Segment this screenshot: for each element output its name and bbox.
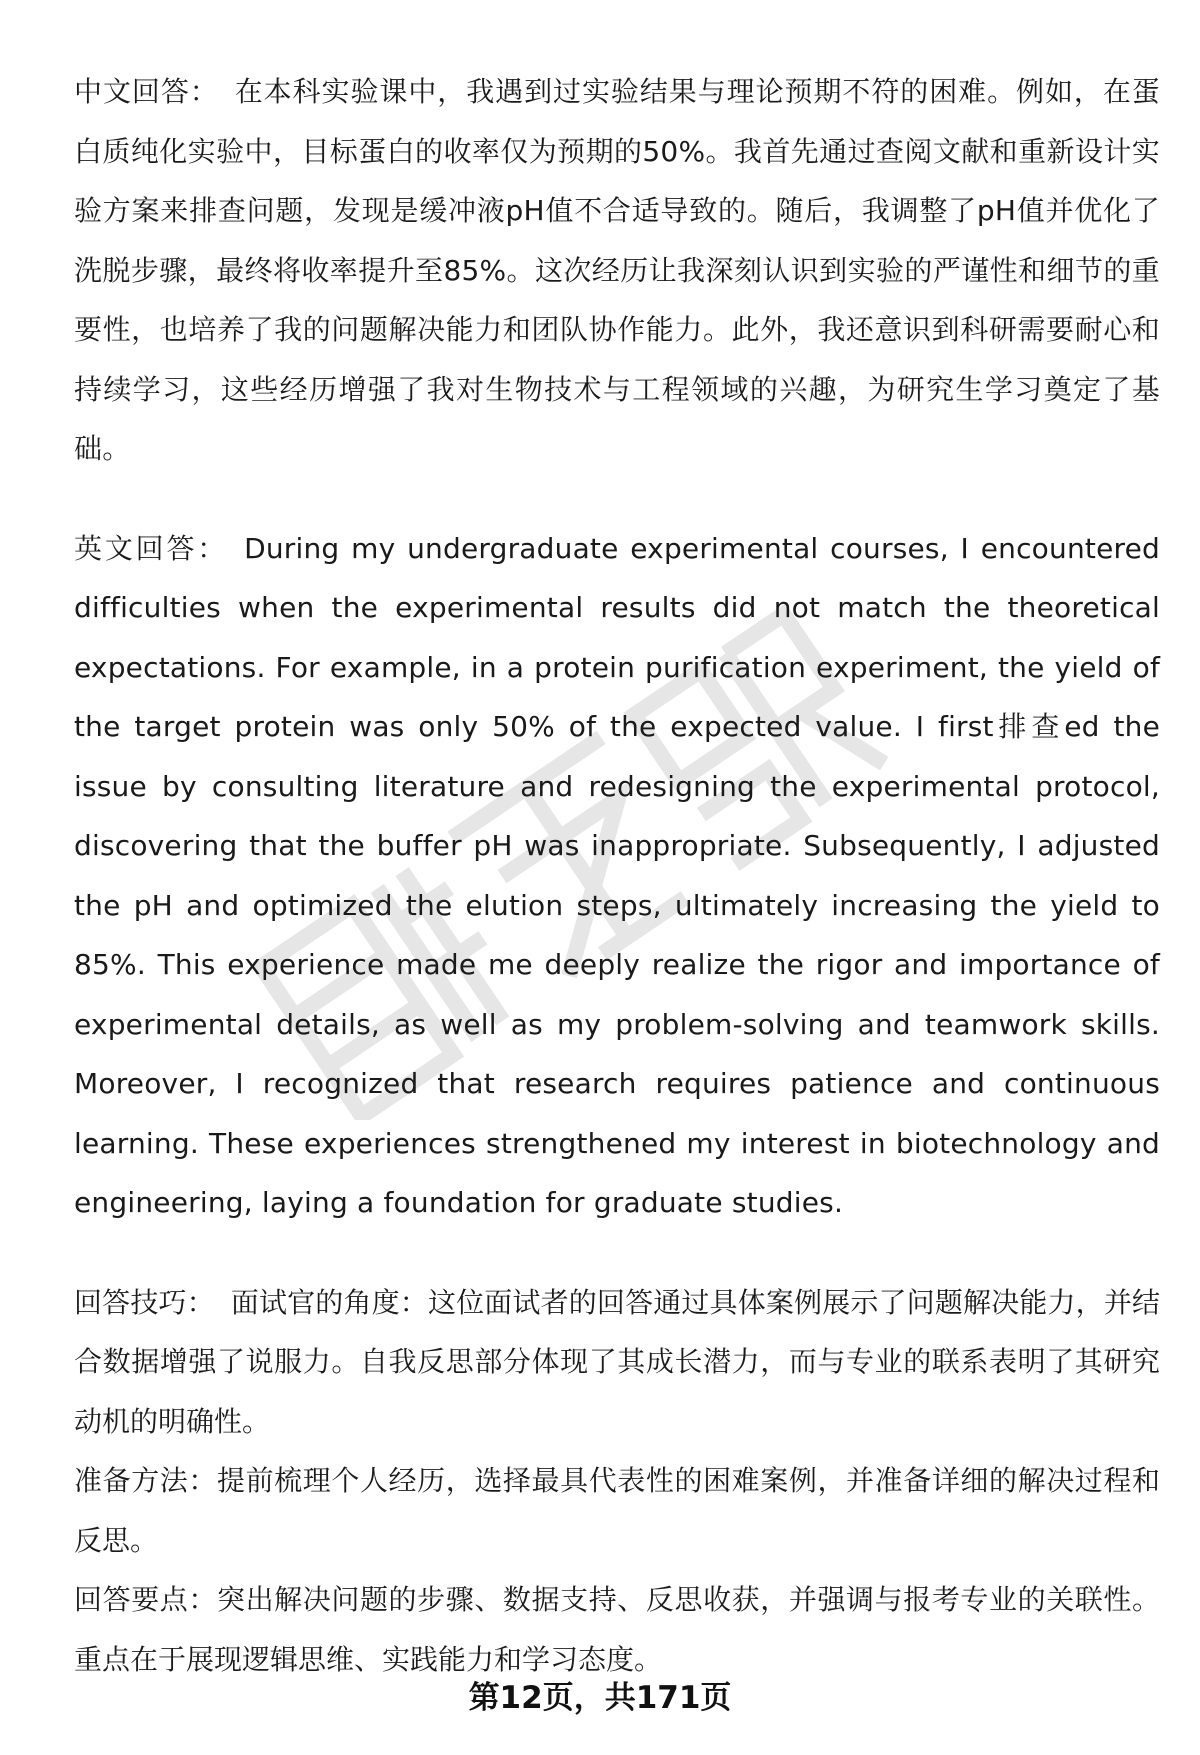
page-number: 第12页，共171页 <box>468 1680 732 1716</box>
chinese-answer-text: 在本科实验课中，我遇到过实验结果与理论预期不符的困难。例如，在蛋白质纯化实验中，目标蛋白的收率仅为预期的50%。我首先通过查阅文献和重新设计实验方案来排查问题，发现是缓冲液pH值不合适导致的。随后，我调整了pH值并优化了洗脱步骤，最终将收率提升至85%。这次经历让我深刻认识到实验的严谨性和细节的重要性，也培养了我的问题解决能力和团队协作能力。此外，我还意识到科研需要耐心和持续学习，这些经历增强了我对生物技术与工程领域的兴趣，为研究生学习奠定了基础。 <box>74 75 1160 465</box>
answer-points-label: 回答要点： <box>74 1583 217 1616</box>
english-answer-text: During my undergraduate experimental courses, I encountered difficulties when the experimental results did not match the theoretical expectations. For example, in a protein purification experiment, the yield of the target protein was only 50% of the expected value. I first排查ed the issue by consulting literature and redesigning the experimental protocol, discovering that the buffer pH was inappropriate. Subsequently, I adjusted the pH and optimized the elution steps, ultimately increasing the yield to 85%. This experience made me deeply realize the rigor and importance of experimental details, as well as my problem-solving and teamwork skills. Moreover, I recognized that research requires patience and continuous learning. These experiences strengthened my interest in biotechnology and engineering, laying a foundation for graduate studies. <box>74 531 1160 1219</box>
preparation-method-label: 准备方法： <box>74 1464 217 1497</box>
chinese-answer-label: 中文回答： <box>74 75 219 108</box>
answer-skill-paragraph <box>74 1273 1160 1452</box>
chinese-answer-paragraph <box>74 62 1160 479</box>
content-body <box>74 62 1160 1689</box>
answer-points-text: 突出解决问题的步骤、数据支持、反思收获，并强调与报考专业的关联性。重点在于展现逻辑思维、实践能力和学习态度。 <box>74 1583 1160 1676</box>
english-answer-paragraph <box>74 519 1160 1233</box>
preparation-method-paragraph <box>74 1451 1160 1570</box>
preparation-method-text: 提前梳理个人经历，选择最具代表性的困难案例，并准备详细的解决过程和反思。 <box>74 1464 1160 1557</box>
answer-skill-label: 回答技巧： <box>74 1285 215 1319</box>
english-answer-label: 英文回答： <box>74 531 229 565</box>
spacer <box>74 479 1160 519</box>
spacer <box>74 1233 1160 1273</box>
answer-skill-text: 面试官的角度：这位面试者的回答通过具体案例展示了问题解决能力，并结合数据增强了说服力。自我反思部分体现了其成长潜力，而与专业的联系表明了其研究动机的明确性。 <box>74 1285 1160 1438</box>
